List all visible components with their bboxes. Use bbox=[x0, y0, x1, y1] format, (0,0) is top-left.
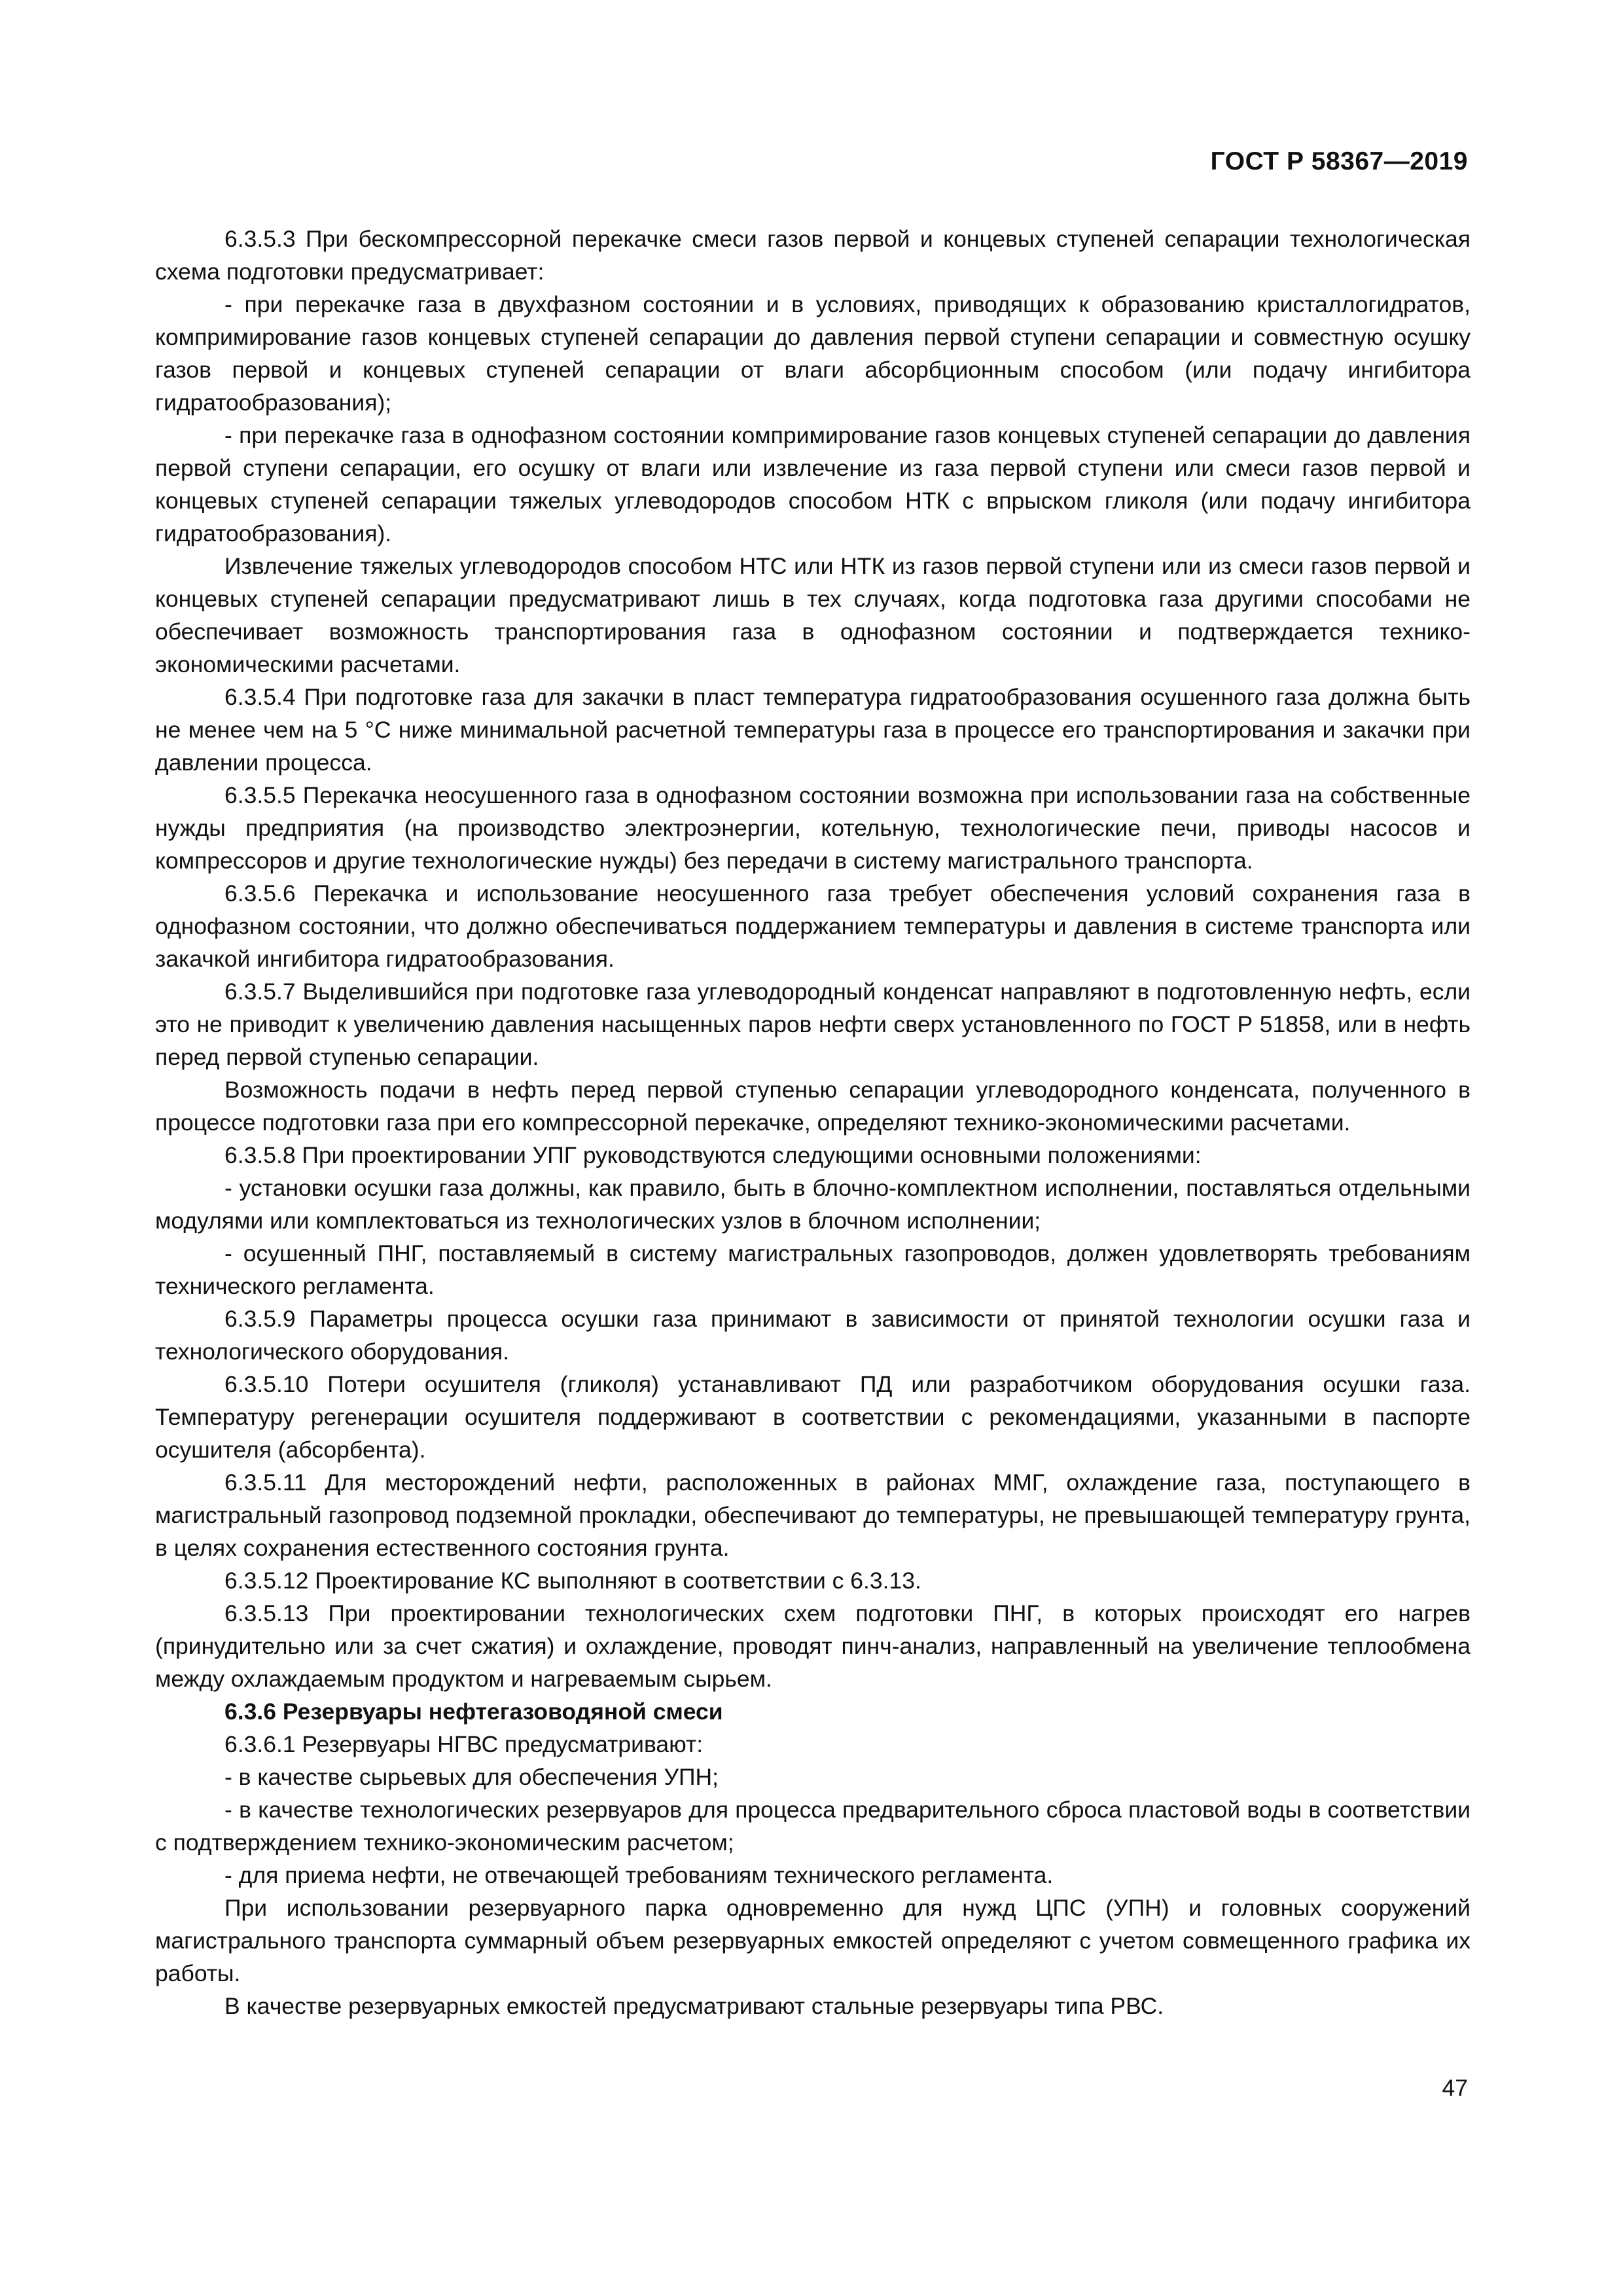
list-item: - в качестве технологических резервуаров для процесса предварительного сброса пластовой воды в соответствии с подтверждением технико-экономическим расчетом; bbox=[155, 1797, 1471, 1856]
paragraph: При использовании резервуарного парка одновременно для нужд ЦПС (УПН) и головных сооружений магистрального транспорта суммарный объем резервуарных емкостей определяют с учетом совмещенного графика их работы. bbox=[155, 1895, 1471, 1986]
list-item: - в качестве сырьевых для обеспечения УПН; bbox=[224, 1764, 719, 1790]
paragraph: В качестве резервуарных емкостей предусматривают стальные резервуары типа РВС. bbox=[224, 1993, 1164, 2019]
paragraph-6-3-5-4: 6.3.5.4 При подготовке газа для закачки в пласт температура гидратообразования осушенного газа должна быть не менее чем на 5 °С ниже минимальной расчетной температуры газа в процессе его транспортирования и закачки при давлении процесса. bbox=[155, 684, 1471, 776]
paragraph-6-3-5-13: 6.3.5.13 При проектировании технологических схем подготовки ПНГ, в которых происходят его нагрев (принудительно или за счет сжатия) и охлаждение, проводят пинч-анализ, направленный на увеличение теплообмена между охлаждаемым продуктом и нагреваемым сырьем. bbox=[155, 1600, 1471, 1692]
page-number: 47 bbox=[1442, 2075, 1468, 2101]
paragraph: Возможность подачи в нефть перед первой ступенью сепарации углеводородного конденсата, полученного в процессе подготовки газа при его компрессорной перекачке, определяют технико-экономическими расчетами. bbox=[155, 1077, 1471, 1136]
paragraph-6-3-5-10: 6.3.5.10 Потери осушителя (гликоля) устанавливают ПД или разработчиком оборудования осушки газа. Температуру регенерации осушителя поддерживают в соответствии с рекомендациями, указанными в паспорте осушителя (абсорбента). bbox=[155, 1371, 1471, 1463]
paragraph-6-3-5-9: 6.3.5.9 Параметры процесса осушки газа принимают в зависимости от принятой технологии осушки газа и технологического оборудования. bbox=[155, 1306, 1471, 1365]
section-heading: 6.3.6 Резервуары нефтегазоводяной смеси bbox=[224, 1698, 723, 1725]
document-code-header: ГОСТ Р 58367—2019 bbox=[1210, 147, 1468, 175]
paragraph-6-3-5-6: 6.3.5.6 Перекачка и использование неосушенного газа требует обеспечения условий сохранения газа в однофазном состоянии, что должно обеспечиваться поддержанием температуры и давления в системе транспорта или закачкой ингибитора гидратообразования. bbox=[155, 880, 1471, 972]
paragraph-6-3-6-1: 6.3.6.1 Резервуары НГВС предусматривают: bbox=[224, 1731, 704, 1757]
list-item: - при перекачке газа в двухфазном состоянии и в условиях, приводящих к образованию кристаллогидратов, компримирование газов концевых ступеней сепарации до давления первой ступени сепарации и совместную осушку газов первой и концевых ступеней сепарации от влаги абсорбционным способом (или подачу ингибитора гидратообразования); bbox=[155, 291, 1471, 416]
paragraph-6-3-5-5: 6.3.5.5 Перекачка неосушенного газа в однофазном состоянии возможна при использовании газа на собственные нужды предприятия (на производство электроэнергии, котельную, технологические печи, приводы насосов и компрессоров и другие технологические нужды) без передачи в систему магистрального транспорта. bbox=[155, 782, 1471, 874]
paragraph-6-3-5-3: 6.3.5.3 При бескомпрессорной перекачке смеси газов первой и концевых ступеней сепарации технологическая схема подготовки предусматривает: bbox=[155, 226, 1471, 285]
list-item: - при перекачке газа в однофазном состоянии компримирование газов концевых ступеней сепарации до давления первой ступени сепарации, его осушку от влаги или извлечение из газа первой ступени или смеси газов первой и концевых ступеней сепарации тяжелых углеводородов способом НТК с впрыском гликоля (или подачу ингибитора гидратообразования). bbox=[155, 422, 1471, 547]
paragraph-6-3-5-7: 6.3.5.7 Выделившийся при подготовке газа углеводородный конденсат направляют в подготовленную нефть, если это не приводит к увеличению давления насыщенных паров нефти сверх установленного по ГОСТ Р 51858, или в нефть перед первой ступенью сепарации. bbox=[155, 978, 1471, 1070]
list-item: - установки осушки газа должны, как правило, быть в блочно-комплектном исполнении, поставляться отдельными модулями или комплектоваться из технологических узлов в блочном исполнении; bbox=[155, 1175, 1471, 1234]
paragraph-6-3-5-12: 6.3.5.12 Проектирование КС выполняют в соответствии с 6.3.13. bbox=[224, 1568, 921, 1594]
paragraph-6-3-5-11: 6.3.5.11 Для месторождений нефти, расположенных в районах ММГ, охлаждение газа, поступающего в магистральный газопровод подземной прокладки, обеспечивают до температуры, не превышающей температуру грунта, в целях сохранения естественного состояния грунта. bbox=[155, 1469, 1471, 1561]
paragraph: Извлечение тяжелых углеводородов способом НТС или НТК из газов первой ступени или из смеси газов первой и концевых ступеней сепарации предусматривают лишь в тех случаях, когда подготовка газа другими способами не обеспечивает возможность транспортирования газа в однофазном состоянии и подтверждается технико-экономическими расчетами. bbox=[155, 553, 1471, 677]
list-item: - осушенный ПНГ, поставляемый в систему магистральных газопроводов, должен удовлетворять требованиям технического регламента. bbox=[155, 1240, 1471, 1299]
list-item: - для приема нефти, не отвечающей требованиям технического регламента. bbox=[224, 1862, 1054, 1888]
paragraph-6-3-5-8: 6.3.5.8 При проектировании УПГ руководствуются следующими основными положениями: bbox=[224, 1142, 1202, 1168]
document-body bbox=[155, 223, 1471, 2022]
